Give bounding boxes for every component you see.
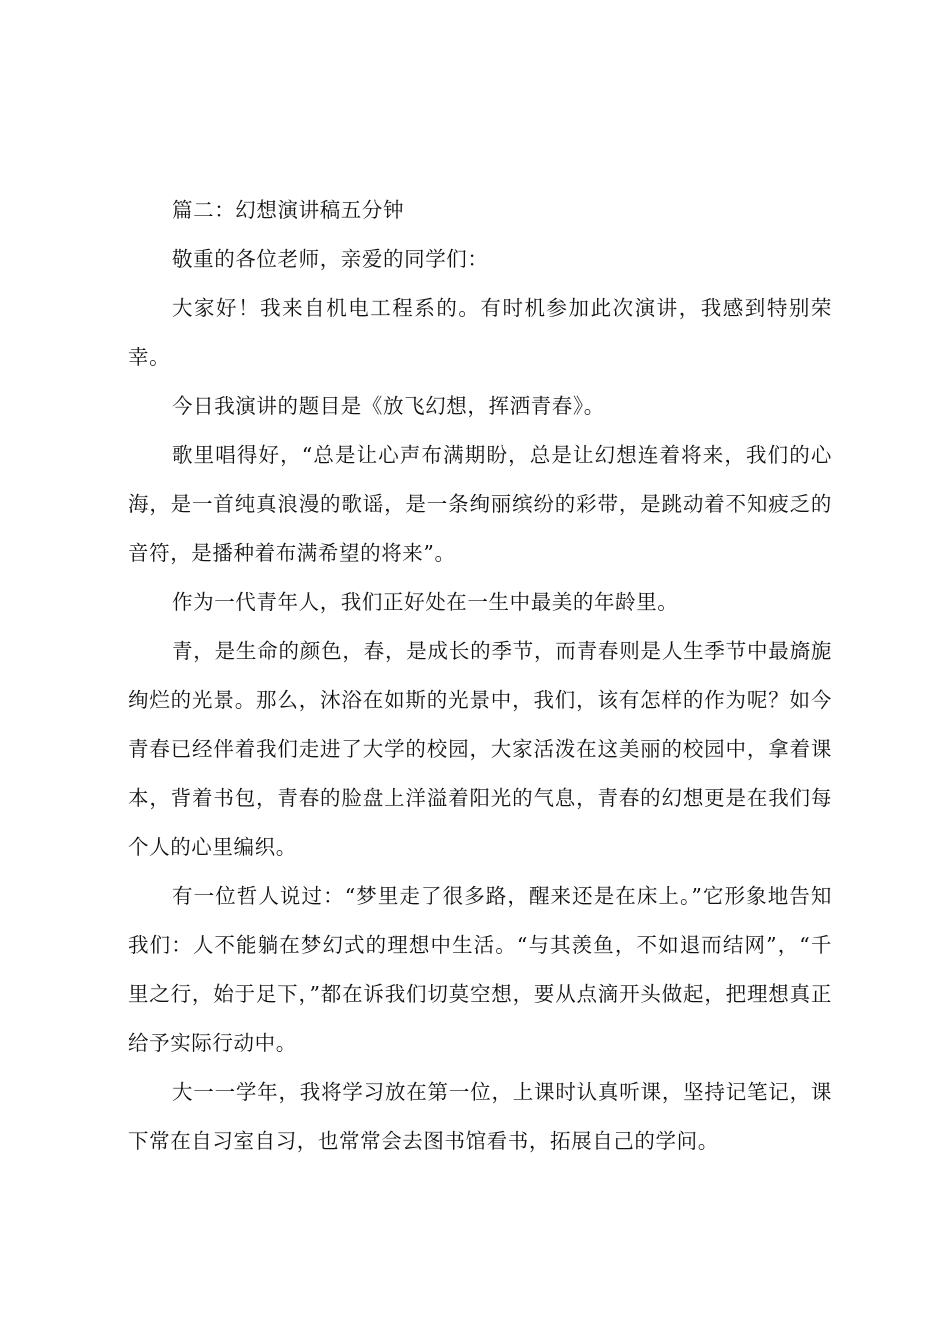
body-paragraph: 大一一学年，我将学习放在第一位，上课时认真听课，坚持记笔记，课下常在自习室自习，也常常会去图书馆看书，拓展自己的学问。: [128, 1080, 832, 1153]
document-heading: 篇二：幻想演讲稿五分钟: [172, 198, 405, 222]
document-body: [128, 186, 832, 1166]
body-paragraph: 今日我演讲的题目是《放飞幻想，挥洒青春》。: [172, 394, 605, 418]
salutation-paragraph: 敬重的各位老师，亲爱的同学们：: [172, 247, 489, 271]
body-paragraph: 青，是生命的颜色，春，是成长的季节，而青春则是人生季节中最旖旎绚烂的光景。那么，沐浴在如斯的光景中，我们，该有怎样的作为呢？如今青春已经伴着我们走进了大学的校园，大家活泼在这美丽的校园中，拿着课本，背着书包，青春的脸盘上洋溢着阳光的气息，青春的幻想更是在我们每个人的心里编织。: [128, 639, 832, 859]
body-paragraph: 作为一代青年人，我们正好处在一生中最美的年龄里。: [172, 590, 679, 614]
body-paragraph: 有一位哲人说过：“梦里走了很多路，醒来还是在床上。”它形象地告知我们：人不能躺在梦幻式的理想中生活。“与其羡鱼，不如退而结网”，“千里之行，始于足下，”都在诉我们切莫空想，要从点滴开头做起，把理想真正给予实际行动中。: [128, 884, 832, 1055]
body-paragraph: 大家好！我来自机电工程系的。有时机参加此次演讲，我感到特别荣幸。: [128, 296, 832, 369]
body-paragraph: 歌里唱得好，“总是让心声布满期盼，总是让幻想连着将来，我们的心海，是一首纯真浪漫的歌谣，是一条绚丽缤纷的彩带，是跳动着不知疲乏的音符，是播种着布满希望的将来”。: [128, 443, 832, 565]
